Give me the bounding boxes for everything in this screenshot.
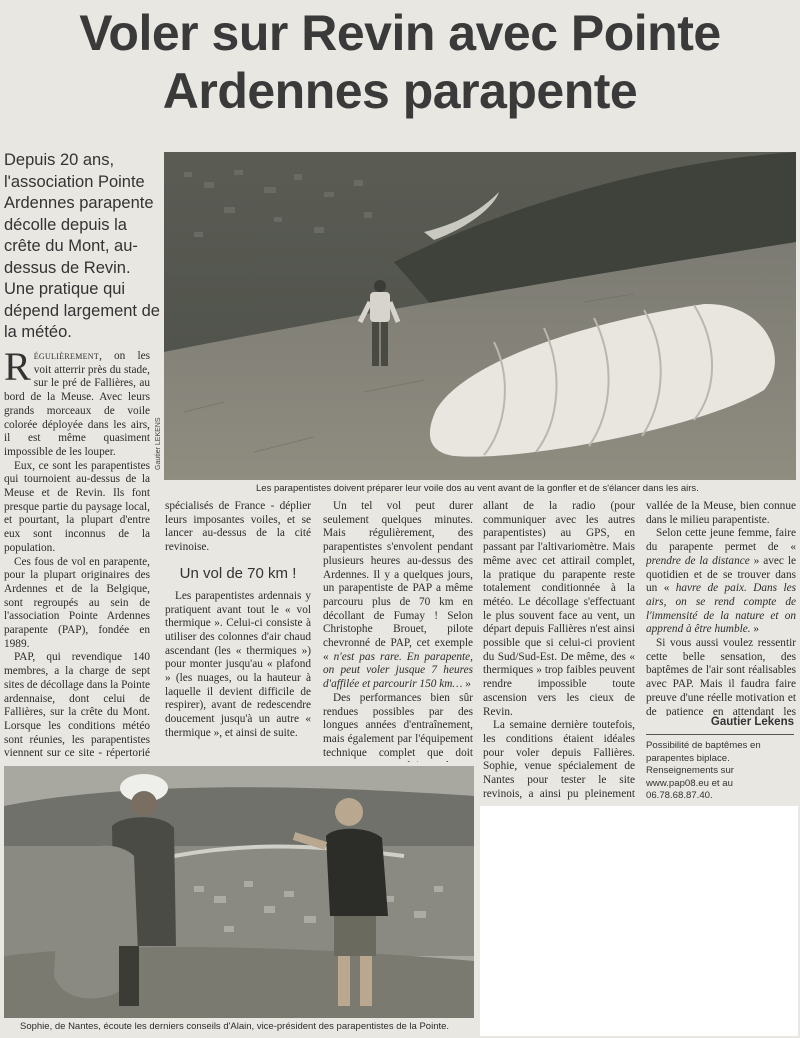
subheading: Un vol de 70 km ! bbox=[179, 564, 297, 582]
column-4 bbox=[483, 500, 635, 802]
photo-credit: Gautier LEKENS bbox=[155, 417, 162, 470]
col2-paragraph-1: spécialisés de France - déplier leurs imposantes voiles, et se lancer au-dessus de la cité revinoise. bbox=[165, 500, 311, 554]
column-1 bbox=[4, 350, 150, 760]
info-box: Possibilité de baptêmes en parapentes biplace. Renseignements sur www.pap08.eu et au 06.78.68.87.40. bbox=[646, 740, 761, 801]
signature-divider bbox=[646, 734, 794, 735]
col4-paragraph-2: La semaine dernière toutefois, les conditions étaient idéales pour voler depuis Fallières. Sophie, venue spécialement de Nantes pour tester le site revinois, a ainsi pu pleinement bbox=[483, 719, 635, 800]
title-line-2: Ardennes parapente bbox=[162, 63, 638, 119]
author-signature: Gautier Lekens bbox=[710, 716, 794, 728]
drop-cap: R bbox=[4, 350, 31, 389]
top-photo-image bbox=[164, 152, 796, 480]
bottom-photo bbox=[4, 766, 474, 1018]
bottom-photo-image bbox=[4, 766, 474, 1018]
col1-paragraph-1 bbox=[4, 350, 150, 460]
col1-paragraph-3: Ces fous de vol en parapente, pour la plupart originaires des Ardennes et de la Belgique, sont regroupés au sein de l'association Pointe Ardennes parapente (PAP), fondée en 1989. bbox=[4, 555, 150, 650]
column-5 bbox=[646, 500, 796, 716]
blank-area bbox=[480, 806, 798, 1036]
col5-paragraph-1: vallée de la Meuse, bien connue dans le milieu parapentiste. bbox=[646, 500, 796, 526]
col5-paragraph-2: Selon cette jeune femme, faire du parapente permet de « prendre de la distance » avec le quotidien et de se trouver dans un « havre de paix. Dans les airs, on se rend compte de l'immensité de la nature et on apprend à être humble. » bbox=[646, 527, 796, 636]
col5-paragraph-3: Si vous aussi voulez ressentir cette belle sensation, des baptêmes de l'air sont réalisables avec PAP. Mais il faudra faire preuve d'une réelle motivation et de patience en attendant les bbox=[646, 637, 796, 716]
top-photo bbox=[164, 152, 796, 480]
col2-paragraph-2: Les parapentistes ardennais y pratiquent avant tout le « vol thermique ». Celui-ci consiste à utiliser des colonnes d'air chaud ascendant (les « thermiques ») pour monter jusqu'au « plafond » (les nuages, ou la hauteur à laquelle il devient difficile de respirer), avant de redescendre doucement jusqu'à un autre « thermique », et ainsi de suite. bbox=[165, 589, 311, 739]
top-photo-caption: Les parapentistes doivent préparer leur voile dos au vent avant de la gonfler et de s'élancer dans les airs. bbox=[256, 483, 699, 494]
col1-paragraph-2: Eux, ce sont les parapentistes qui tournoient au-dessus de la Meuse et de Revin. Ils font presque partie du paysage local, et pourtant, la plupart d'entre eux sont inconnus de la population. bbox=[4, 459, 150, 554]
col1-paragraph-4: PAP, qui revendique 140 membres, a la charge de sept sites de décollage dans la Pointe ardennaise, dont celui de Fallières, sur la crête du Mont. Lorsque les conditions météo sont réunies, les parapentistes viennent sur ce site - répertorié bbox=[4, 651, 150, 760]
bottom-photo-caption: Sophie, de Nantes, écoute les derniers conseils d'Alain, vice-président des parapentistes de la Pointe. bbox=[20, 1021, 450, 1032]
col3-paragraph-2: Des performances bien sûr rendues possibles par des longues années d'entraînement, mais également par l'équipement technique complet que doit bbox=[323, 691, 473, 759]
article-title bbox=[0, 4, 800, 120]
column-3 bbox=[323, 500, 473, 762]
col4-paragraph-1: allant de la radio (pour communiquer avec les autres parapentistes) au GPS, en passant par l'altivariomètre. Mais même avec cet attirail complet, la pratique du parapente reste totalement conditionnée à la météo. Le décollage s'effectuant le plus souvent face au vent, un départ depuis Fallières n'est ainsi possible que si celui-ci provient du Sud/Sud-Est. De même, des « thermiques » trop faibles peuvent rendre impossible toute ascension vers les cieux de Revin. bbox=[483, 500, 635, 718]
col1-p1-rest: , on les voit atterrir près du stade, sur le pré de Fallières, au bord de la Meuse. Avec leurs grands morceaux de voile colorée déployée dans les airs, il est même quasiment impossible de les louper. bbox=[4, 350, 150, 458]
lead-word: égulièrement bbox=[33, 350, 100, 362]
article-lede: Depuis 20 ans, l'association Pointe Ardennes parapente décolle depuis la crête du Mont, au-dessus de Revin. Une pratique qui dépend largement de la météo. bbox=[4, 151, 160, 341]
column-2 bbox=[165, 500, 311, 762]
col3-paragraph-1: Un tel vol peut durer seulement quelques minutes. Mais régulièrement, des parapentistes s'envolent pendant plusieurs heures au-dessus des Ardennes. Il y a quelques jours, un parapentiste de PAP a même parcouru plus de 70 km en décollant de Fumay ! Selon Christophe Brouet, pilote chevronné de PAP, cet exemple « n'est pas rare. En parapente, on peut voler jusque 7 heures d'affilée et parcourir 150 km… » bbox=[323, 500, 473, 691]
title-line-1: Voler sur Revin avec Pointe bbox=[79, 5, 721, 61]
